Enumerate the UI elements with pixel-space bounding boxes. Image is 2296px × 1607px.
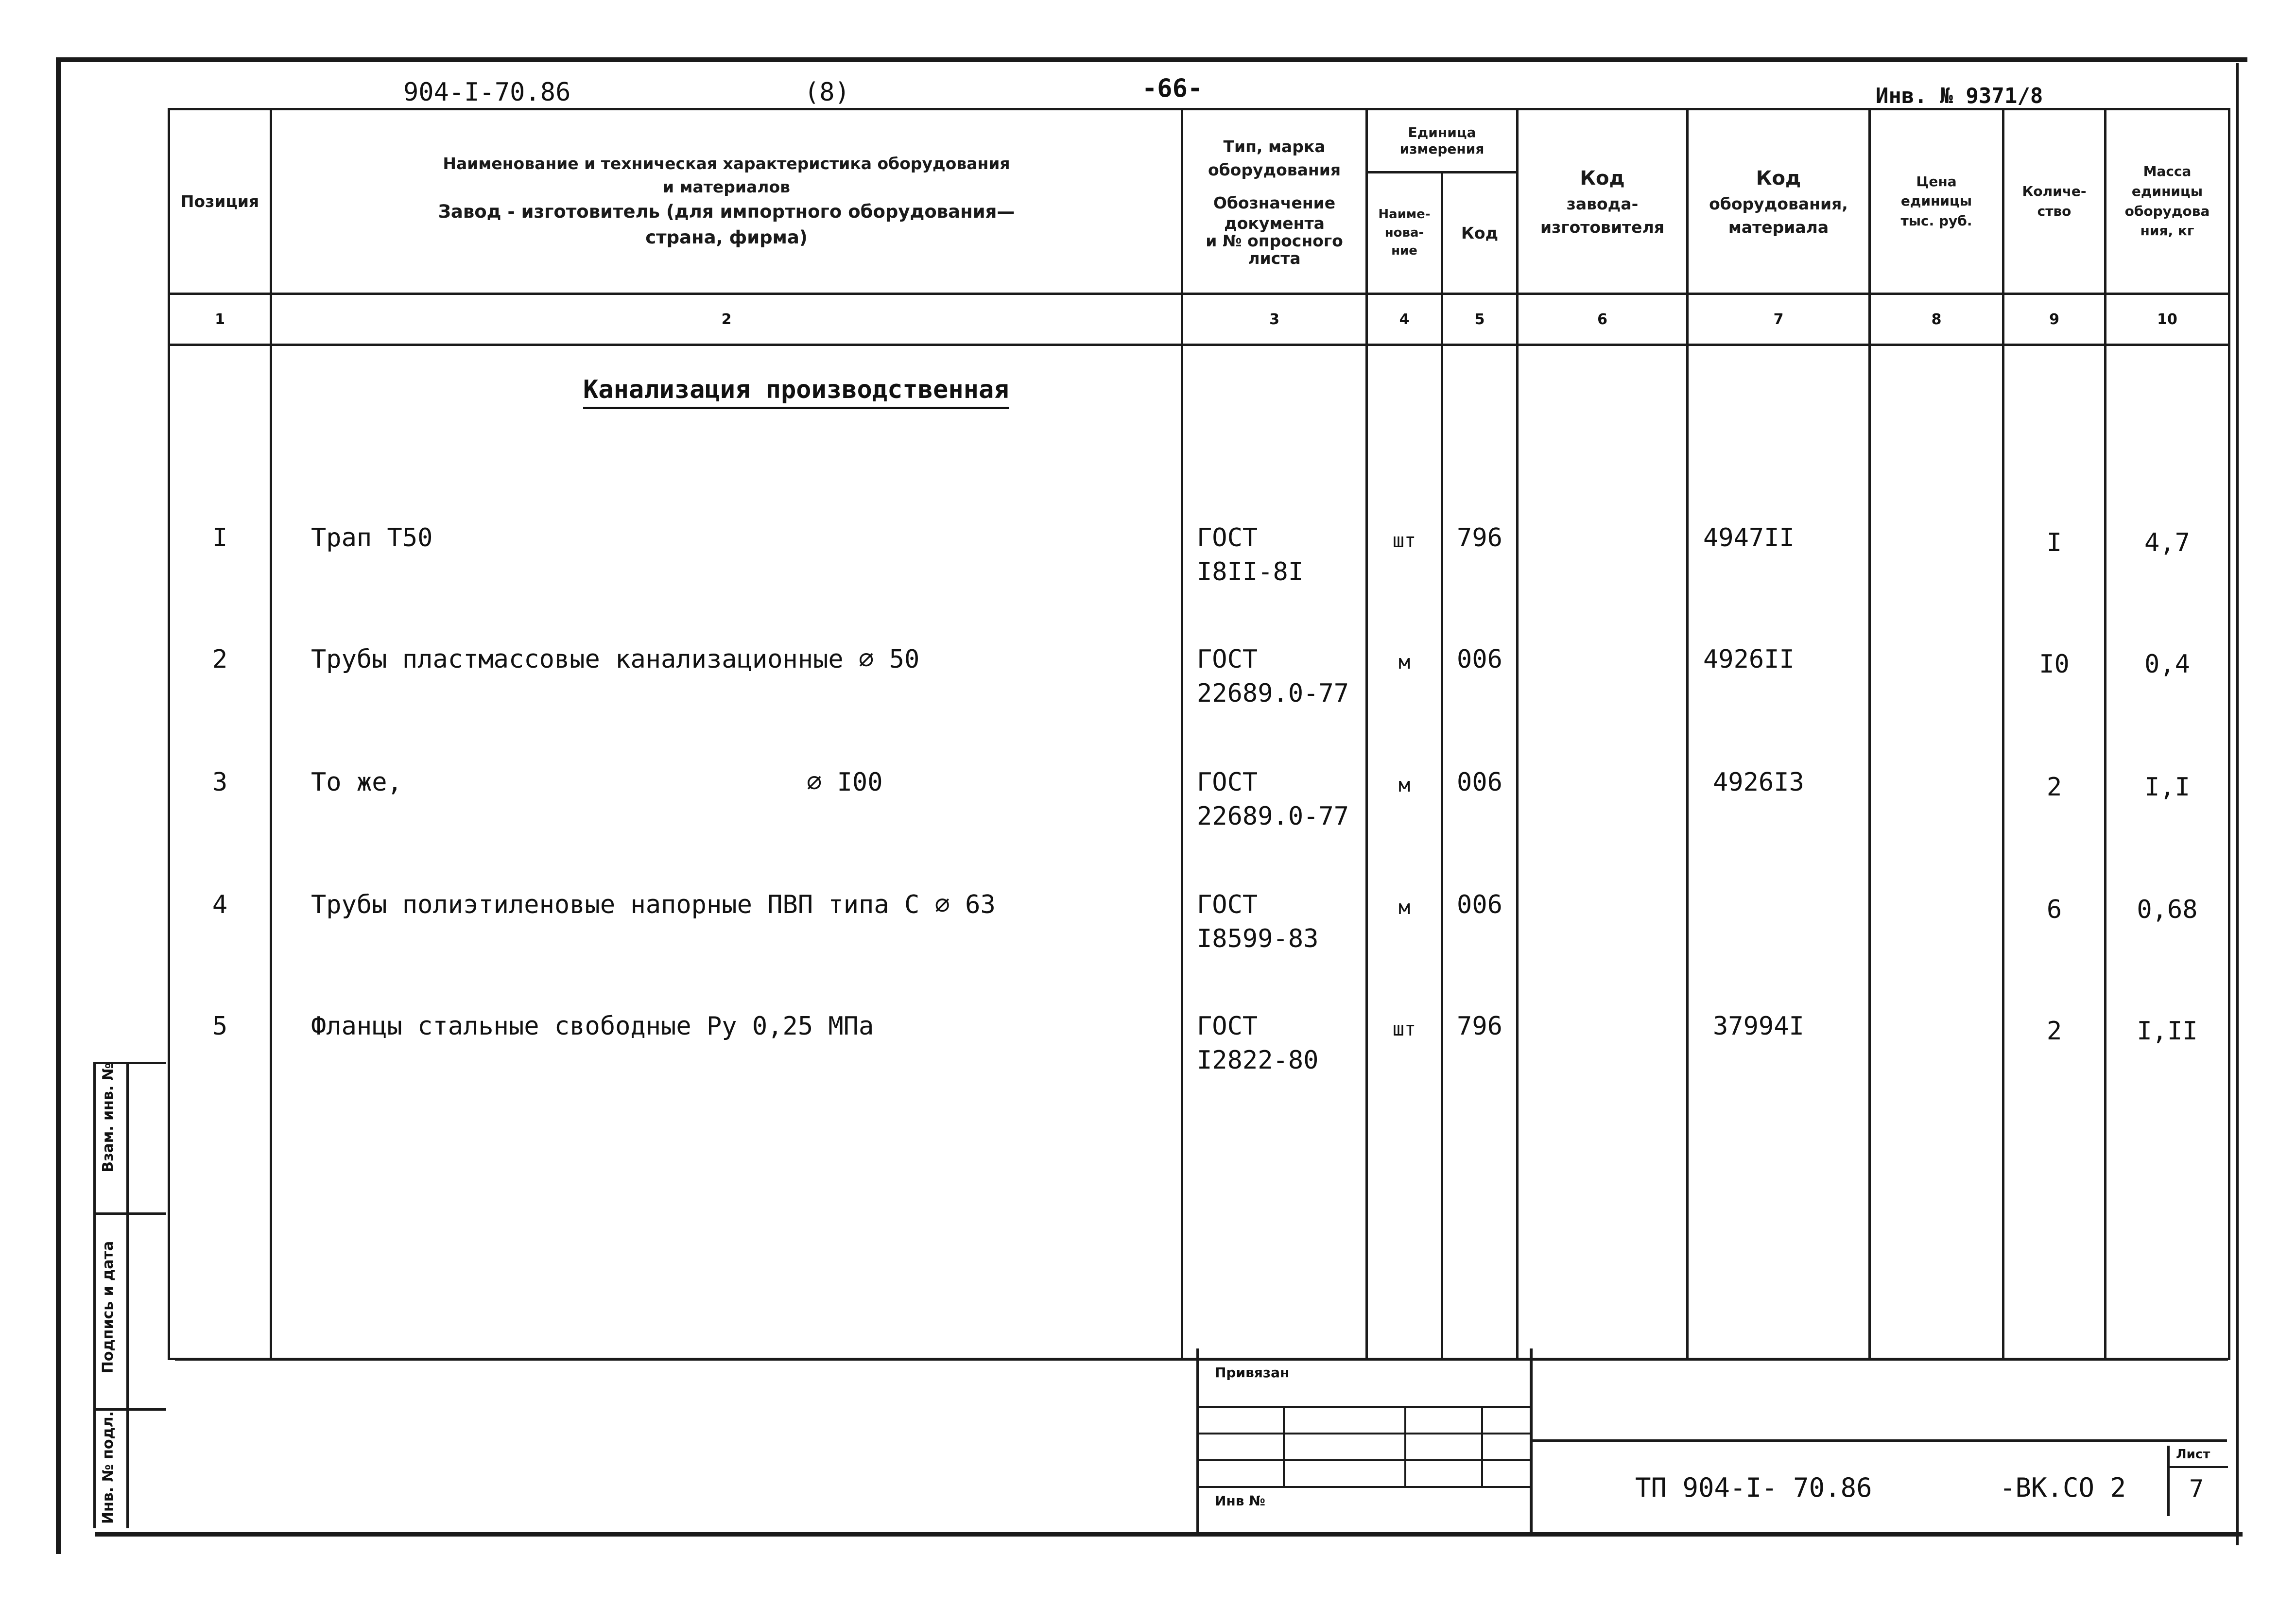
column-number: 2 <box>271 294 1182 345</box>
unit-name-column <box>1367 345 1442 1359</box>
name-header-line: страна, фирма) <box>645 227 808 248</box>
row-equipment-code: 4926II <box>1703 645 1795 674</box>
row-name: Трубы полиэтиленовые напорные ПВП типа С ⌀ 63 <box>311 890 996 919</box>
row-unit: м <box>1398 897 1411 919</box>
sheet-label: Лист <box>2176 1447 2210 1462</box>
type-header-line: оборудования <box>1208 160 1341 180</box>
row-doc-standard: ГОСТ <box>1197 768 1258 797</box>
row-position: I <box>212 523 228 553</box>
col-header-equipment-code <box>1688 109 1870 294</box>
col-header-unit-group <box>1367 109 1518 173</box>
page-in-parens: (8) <box>804 78 850 107</box>
specification-table <box>168 108 2230 1360</box>
equip-code-header-line: материала <box>1728 217 1829 237</box>
position-header-label: Позиция <box>180 191 259 211</box>
row-quantity: 6 <box>2046 895 2062 924</box>
position-column <box>169 345 271 1359</box>
column-number: 4 <box>1367 294 1442 345</box>
row-unit: шт <box>1392 530 1416 552</box>
title-block-grid-line <box>1196 1486 1530 1488</box>
data-body-row <box>169 345 2229 1359</box>
replace-inv-label: Взам. инв. № <box>100 1063 117 1173</box>
inv-sub-label: Инв. № подл. <box>100 1411 117 1524</box>
title-block-grid-line <box>1196 1459 1530 1461</box>
col-header-mass <box>2106 109 2229 294</box>
row-unit: шт <box>1392 1018 1416 1040</box>
factory-code-column <box>1518 345 1688 1359</box>
attached-label: Привязан <box>1215 1365 1290 1381</box>
col-header-price <box>1870 109 2003 294</box>
frame-bottom-border <box>95 1532 2243 1537</box>
row-name: Трап Т50 <box>311 523 433 553</box>
equip-code-header-line: оборудования, <box>1709 194 1848 213</box>
type-header-line: и № опросного <box>1206 231 1343 251</box>
mass-header-line: Масса <box>2143 163 2192 180</box>
row-equipment-code: 4947II <box>1703 523 1795 553</box>
mass-column <box>2106 345 2229 1359</box>
row-quantity: 2 <box>2046 1017 2062 1046</box>
inv-no-label: Инв № <box>1215 1493 1265 1509</box>
title-block-grid-line <box>1481 1406 1483 1486</box>
unit-group-line: Единица <box>1408 124 1476 140</box>
document-suffix: -ВК.СО 2 <box>2000 1472 2126 1503</box>
title-block-mid-line <box>1530 1348 1533 1536</box>
row-unit-code: 006 <box>1457 645 1502 674</box>
sheet-number-divider <box>2167 1466 2228 1468</box>
row-doc-number: I8599-83 <box>1197 924 1319 953</box>
row-doc-standard: ГОСТ <box>1197 523 1258 553</box>
row-mass: 0,4 <box>2144 650 2190 679</box>
row-position: 5 <box>212 1012 228 1041</box>
title-block-grid-line <box>1196 1433 1530 1434</box>
column-number: 6 <box>1518 294 1688 345</box>
row-equipment-code: 37994I <box>1713 1012 1804 1041</box>
name-column <box>271 345 1182 1359</box>
equipment-code-column <box>1688 345 1870 1359</box>
unit-name-header-line: ние <box>1391 243 1417 259</box>
row-doc-standard: ГОСТ <box>1197 890 1258 919</box>
row-quantity: I0 <box>2039 650 2070 679</box>
row-doc-number: I8II-8I <box>1197 557 1304 587</box>
row-mass: 0,68 <box>2137 895 2198 924</box>
equip-code-header-line: Код <box>1756 167 1801 190</box>
mass-header-line: ния, кг <box>2140 223 2194 239</box>
type-header-line: листа <box>1248 249 1301 268</box>
col-header-name <box>271 109 1182 294</box>
col-header-type <box>1182 109 1367 294</box>
unit-code-column <box>1442 345 1518 1359</box>
price-header-line: тыс. руб. <box>1900 212 1972 229</box>
row-unit: м <box>1398 651 1411 674</box>
type-header-line: Обозначение <box>1213 193 1336 212</box>
mass-header-line: оборудова <box>2124 203 2210 219</box>
row-name: Фланцы стальные свободные Ру 0,25 МПа <box>311 1012 874 1041</box>
row-name-diameter: ⌀ I00 <box>807 768 883 797</box>
row-doc-number: 22689.0-77 <box>1197 679 1349 708</box>
inventory-number: Инв. № 9371/8 <box>1876 84 2043 108</box>
qty-header-line: ство <box>2037 203 2072 219</box>
price-header-line: единицы <box>1900 193 1972 209</box>
price-header-line: Цена <box>1916 173 1957 190</box>
row-position: 3 <box>212 768 228 797</box>
price-column <box>1870 345 2003 1359</box>
col-header-unit-code <box>1442 173 1518 294</box>
row-doc-number: I2822-80 <box>1197 1046 1319 1075</box>
row-quantity: I <box>2046 528 2062 557</box>
row-doc-standard: ГОСТ <box>1197 645 1258 674</box>
title-block-top-line <box>175 1358 2228 1361</box>
unit-name-header-line: нова- <box>1384 225 1424 240</box>
title-block-grid-line <box>1404 1406 1406 1486</box>
row-unit-code: 796 <box>1457 1012 1502 1041</box>
column-number: 8 <box>1870 294 2003 345</box>
title-block-left-line <box>1196 1348 1199 1536</box>
factory-code-header-line: завода- <box>1566 194 1639 213</box>
column-number: 3 <box>1182 294 1367 345</box>
row-mass: I,II <box>2137 1017 2198 1046</box>
title-block-code-line <box>1530 1439 2227 1442</box>
column-number: 1 <box>169 294 271 345</box>
project-code: 904-I-70.86 <box>403 78 571 107</box>
column-number: 5 <box>1442 294 1518 345</box>
factory-code-header-line: Код <box>1580 167 1625 190</box>
title-block-grid-line <box>1196 1406 1530 1408</box>
title-block-grid-line <box>1283 1406 1285 1486</box>
row-doc-number: 22689.0-77 <box>1197 802 1349 831</box>
row-unit: м <box>1398 774 1411 796</box>
mass-header-line: единицы <box>2131 183 2203 199</box>
row-unit-code: 006 <box>1457 768 1502 797</box>
unit-name-header-line: Наиме- <box>1378 207 1431 222</box>
row-name: Трубы пластмассовые канализационные ⌀ 50 <box>311 645 920 674</box>
header-row-top <box>169 109 2229 173</box>
sheet-number: 7 <box>2189 1475 2204 1503</box>
row-mass: 4,7 <box>2144 528 2190 557</box>
row-name: То же, <box>311 768 402 797</box>
column-number-row <box>169 294 2229 345</box>
row-position: 4 <box>212 890 228 919</box>
column-number: 10 <box>2106 294 2229 345</box>
name-header-line: Наименование и техническая характеристика оборудования <box>443 154 1010 173</box>
qty-header-line: Количе- <box>2022 183 2087 199</box>
row-mass: I,I <box>2144 773 2190 802</box>
row-unit-code: 006 <box>1457 890 1502 919</box>
row-position: 2 <box>212 645 228 674</box>
col-header-position <box>169 109 271 294</box>
row-quantity: 2 <box>2046 773 2062 802</box>
col-header-quantity <box>2003 109 2106 294</box>
sheet-number-divider <box>2167 1446 2170 1516</box>
type-header-line: Тип, марка <box>1223 137 1326 156</box>
name-header-line: и материалов <box>662 177 791 196</box>
section-title: Канализация производственная <box>583 375 1009 404</box>
name-header-line: Завод - изготовитель (для импортного оборудования— <box>438 201 1015 222</box>
sign-date-label: Подпись и дата <box>100 1241 117 1374</box>
binding-stamp-column-line <box>126 1062 129 1528</box>
document-code: ТП 904-I- 70.86 <box>1635 1472 1872 1503</box>
row-doc-standard: ГОСТ <box>1197 1012 1258 1041</box>
page-number: -66- <box>1142 74 1203 103</box>
factory-code-header-line: изготовителя <box>1540 217 1664 237</box>
unit-code-header-label: Код <box>1461 223 1499 242</box>
column-number: 9 <box>2003 294 2106 345</box>
frame-top-border <box>56 57 2247 62</box>
document-column <box>1182 345 1367 1359</box>
column-number: 7 <box>1688 294 1870 345</box>
col-header-unit-name <box>1367 173 1442 294</box>
quantity-column <box>2003 345 2106 1359</box>
row-equipment-code: 4926I3 <box>1713 768 1804 797</box>
frame-left-border <box>56 57 61 1554</box>
unit-group-line: измерения <box>1399 140 1485 157</box>
frame-right-border <box>2236 63 2239 1545</box>
col-header-factory-code <box>1518 109 1688 294</box>
row-unit-code: 796 <box>1457 523 1502 553</box>
type-header-line: документа <box>1224 213 1325 233</box>
